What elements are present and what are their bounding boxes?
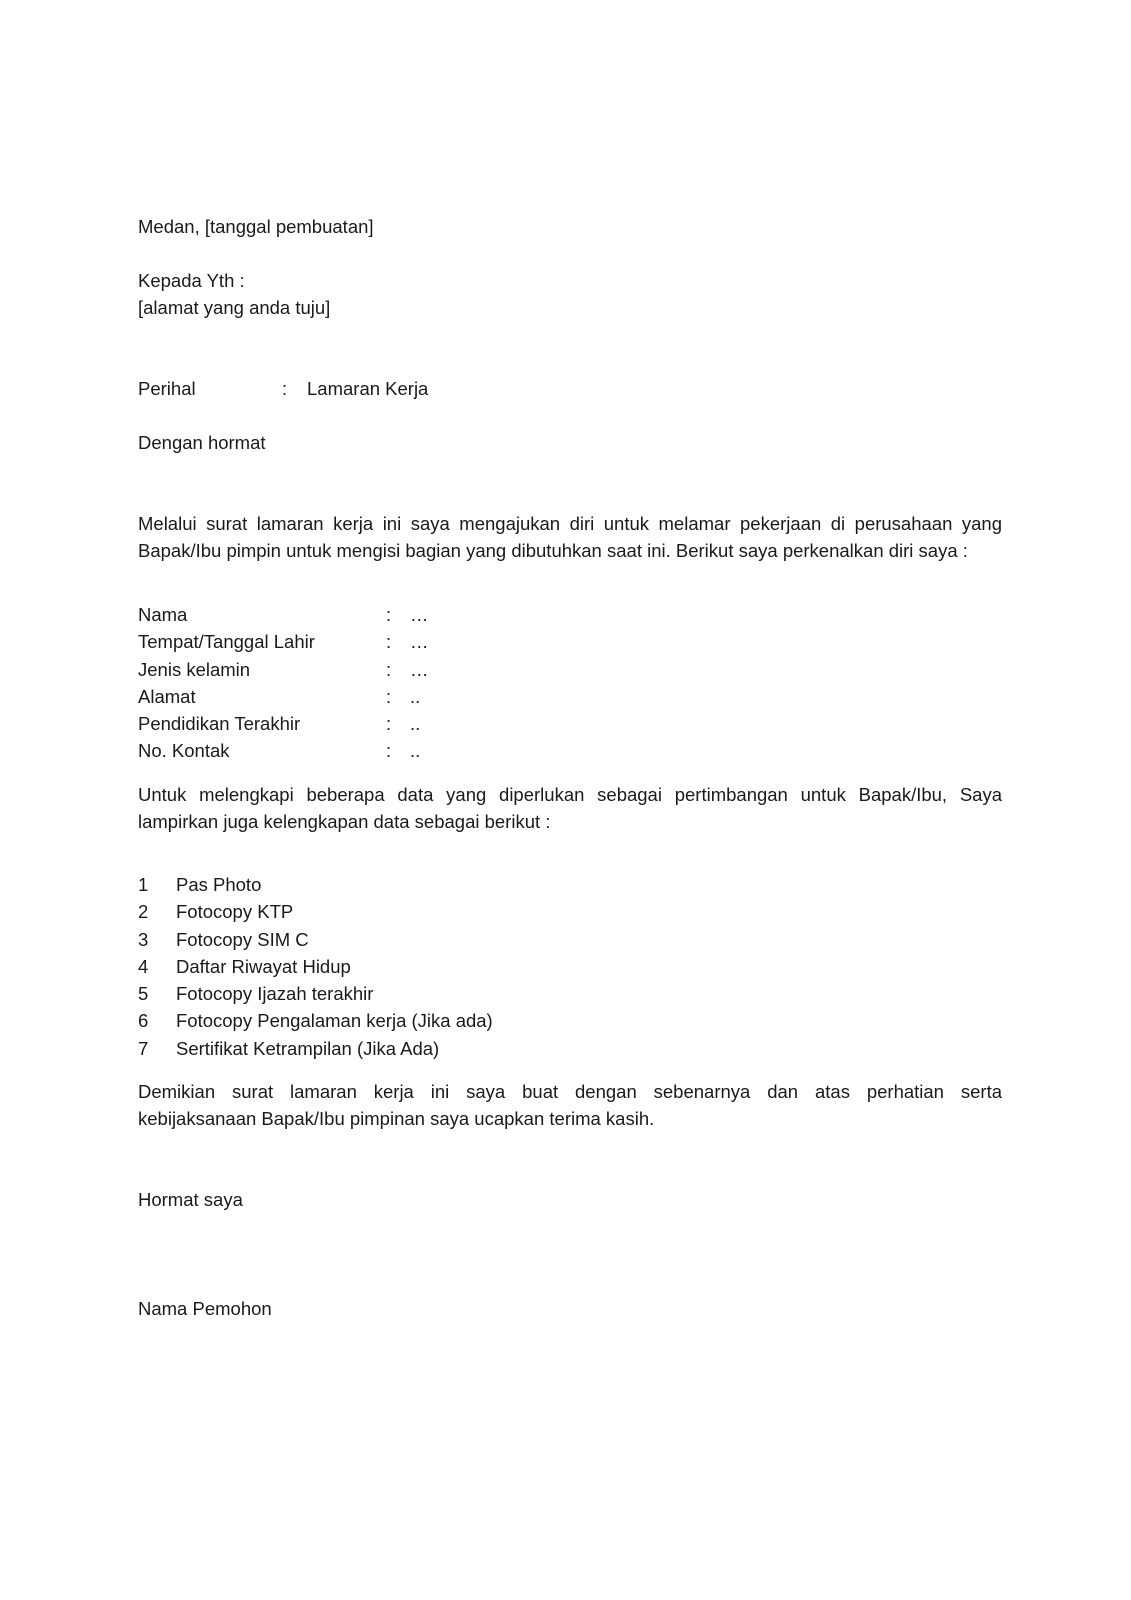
biodata-value: … [410, 658, 429, 680]
list-item-number: 1 [138, 874, 149, 895]
biodata-label: No. Kontak [138, 740, 230, 762]
closing-paragraph [138, 1078, 1002, 1132]
list-item-label: Pas Photo [176, 874, 262, 895]
biodata-value: … [410, 631, 429, 653]
biodata-value: .. [410, 740, 421, 762]
place-date: Medan, [tanggal pembuatan] [138, 216, 374, 237]
attachments-line-1: Untuk melengkapi beberapa data yang diperlukan sebagai pertimbangan untuk Bapak/Ibu, Saya [138, 784, 1002, 805]
list-item-number: 4 [138, 955, 149, 977]
biodata-label: Tempat/Tanggal Lahir [138, 631, 315, 653]
attachments-paragraph [138, 781, 1002, 835]
intro-paragraph [138, 510, 1002, 564]
biodata-value: … [410, 604, 429, 625]
closing-line-2: kebijaksanaan Bapak/Ibu pimpinan saya ucapkan terima kasih. [138, 1108, 655, 1129]
recipient-address: [alamat yang anda tuju] [138, 297, 331, 318]
list-item-number: 2 [138, 901, 149, 923]
intro-line-2: Bapak/Ibu pimpin untuk mengisi bagian yang dibutuhkan saat ini. Berikut saya perkenalkan diri saya : [138, 540, 968, 561]
greeting: Dengan hormat [138, 432, 266, 453]
list-item-number: 5 [138, 983, 149, 1005]
list-item-label: Fotocopy SIM C [176, 928, 309, 950]
list-item-label: Fotocopy KTP [176, 901, 294, 923]
list-item-label: Fotocopy Ijazah terakhir [176, 983, 374, 1005]
biodata-colon: : [386, 658, 392, 680]
subject-value: Lamaran Kerja [307, 378, 429, 399]
subject-label: Perihal [138, 378, 196, 399]
biodata-label: Jenis kelamin [138, 658, 251, 680]
attachments-line-2: lampirkan juga kelengkapan data sebagai berikut : [138, 811, 551, 832]
subject-colon: : [282, 378, 288, 399]
sign-off: Hormat saya [138, 1189, 243, 1210]
list-item-number: 3 [138, 928, 149, 950]
biodata-colon: : [386, 604, 392, 625]
signature-name: Nama Pemohon [138, 1298, 272, 1319]
biodata-colon: : [386, 631, 392, 653]
closing-line-1: Demikian surat lamaran kerja ini saya buat dengan sebenarnya dan atas perhatian serta [138, 1081, 1002, 1102]
biodata-colon: : [386, 685, 392, 707]
biodata-label: Alamat [138, 685, 196, 707]
list-item-label: Sertifikat Ketrampilan (Jika Ada) [176, 1037, 440, 1059]
biodata-colon: : [386, 713, 392, 735]
biodata-label: Pendidikan Terakhir [138, 713, 301, 735]
biodata-value: .. [410, 713, 421, 735]
recipient-salutation: Kepada Yth : [138, 270, 245, 291]
biodata-value: .. [410, 685, 421, 707]
list-item-label: Fotocopy Pengalaman kerja (Jika ada) [176, 1010, 493, 1032]
list-item-number: 7 [138, 1037, 149, 1059]
list-item-number: 6 [138, 1010, 149, 1032]
biodata-colon: : [386, 740, 392, 762]
biodata-label: Nama [138, 604, 188, 625]
list-item-label: Daftar Riwayat Hidup [176, 955, 351, 977]
intro-line-1: Melalui surat lamaran kerja ini saya mengajukan diri untuk melamar pekerjaan di perusahaan yang [138, 513, 1002, 534]
